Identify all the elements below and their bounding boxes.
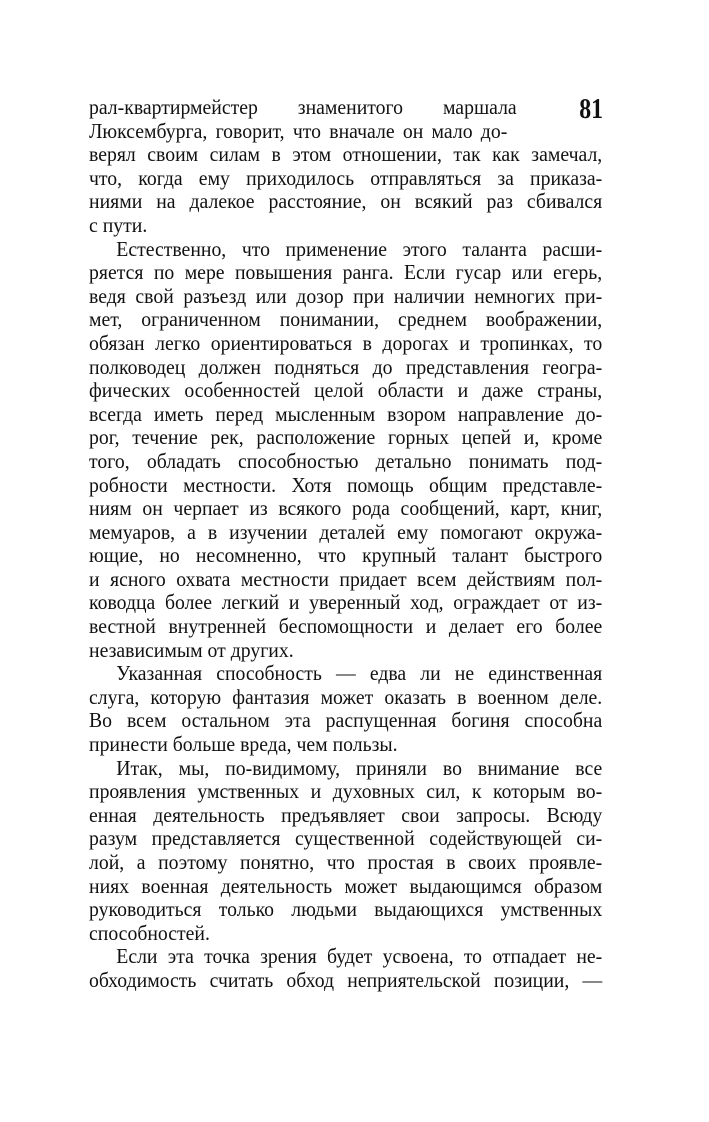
text-line: верял своим силам в этом отношении, так как замечал,	[89, 142, 603, 167]
text-line: Указанная способность — едва ли не единственная	[116, 661, 603, 686]
text-line: мет, ограниченном понимании, среднем воображении,	[89, 307, 603, 332]
text-line: Люксембурга, говорит, что вначале он мало до-	[89, 118, 508, 143]
text-line: лой, а поэтому понятно, что простая в своих проявле-	[89, 850, 603, 874]
page-number: 81	[579, 94, 603, 125]
paragraph	[89, 661, 603, 757]
text-line: способностей.	[89, 920, 210, 945]
text-line: принести больше вреда, чем пользы.	[89, 732, 398, 757]
text-line: Во всем остальном эта распущенная богиня способна	[89, 708, 603, 733]
text-line: енная деятельность предъявляет свои запросы. Всюду	[89, 802, 603, 827]
text-line: ководца более легкий и уверенный ход, ограждает от из-	[89, 590, 603, 615]
text-line: ведя свой разъезд или дозор при наличии немногих при-	[89, 283, 603, 308]
text-line: всегда иметь перед мысленным взором направление до-	[89, 401, 603, 426]
text-line: и ясного охвата местности придает всем действиям пол-	[89, 566, 603, 591]
text-line: руководиться только людьми выдающихся умственных	[89, 897, 603, 922]
text-line: Итак, мы, по-видимому, приняли во внимание все	[116, 755, 603, 780]
text-line: Если эта точка зрения будет усвоена, то отпадает не-	[116, 944, 603, 969]
paragraph	[89, 236, 603, 663]
text-line: независимым от других.	[89, 637, 294, 662]
text-line: обходимость считать обход неприятельской позиции, —	[89, 967, 603, 992]
text-line: ряется по мере повышения ранга. Если гусар или егерь,	[89, 260, 603, 285]
text-line: что, когда ему приходилось отправляться за приказа-	[89, 165, 603, 190]
text-line: вестной внутренней беспомощности и делает его более	[89, 614, 603, 639]
text-line: проявления умственных и духовных сил, к которым во-	[89, 779, 603, 804]
text-line: мемуаров, а в изучении деталей ему помогают окружа-	[89, 519, 603, 544]
text-line: обязан легко ориентироваться в дорогах и тропинках, то	[89, 330, 603, 355]
text-line: Естественно, что применение этого таланта расши-	[116, 236, 603, 261]
paragraph	[89, 755, 603, 946]
text-line: фических особенностей целой области и даже страны,	[89, 378, 603, 403]
text-line: с пути.	[89, 212, 148, 237]
text-line: ниями на далекое расстояние, он всякий раз сбивался	[89, 189, 603, 214]
paragraph	[89, 944, 603, 992]
text-line: рог, течение рек, расположение горных цепей и, кроме	[89, 425, 603, 450]
text-line: ниях военная деятельность может выдающимся образом	[89, 873, 603, 898]
text-line: слуга, которую фантазия может оказать в военном деле.	[89, 684, 603, 709]
text-line: ниям он черпает из всякого рода сообщений, карт, книг,	[89, 496, 603, 521]
text-line: разум представляется существенной содействующей си-	[89, 826, 603, 851]
text-line: рал-квартирмейстер знаменитого маршала	[89, 95, 517, 119]
text-line: полководец должен подняться до представления геогра-	[89, 354, 603, 379]
text-line: робности местности. Хотя помощь общим представле-	[89, 472, 603, 497]
text-line: того, обладать способностью детально понимать под-	[89, 448, 603, 473]
text-line: ющие, но несомненно, что крупный талант быстрого	[89, 543, 603, 568]
